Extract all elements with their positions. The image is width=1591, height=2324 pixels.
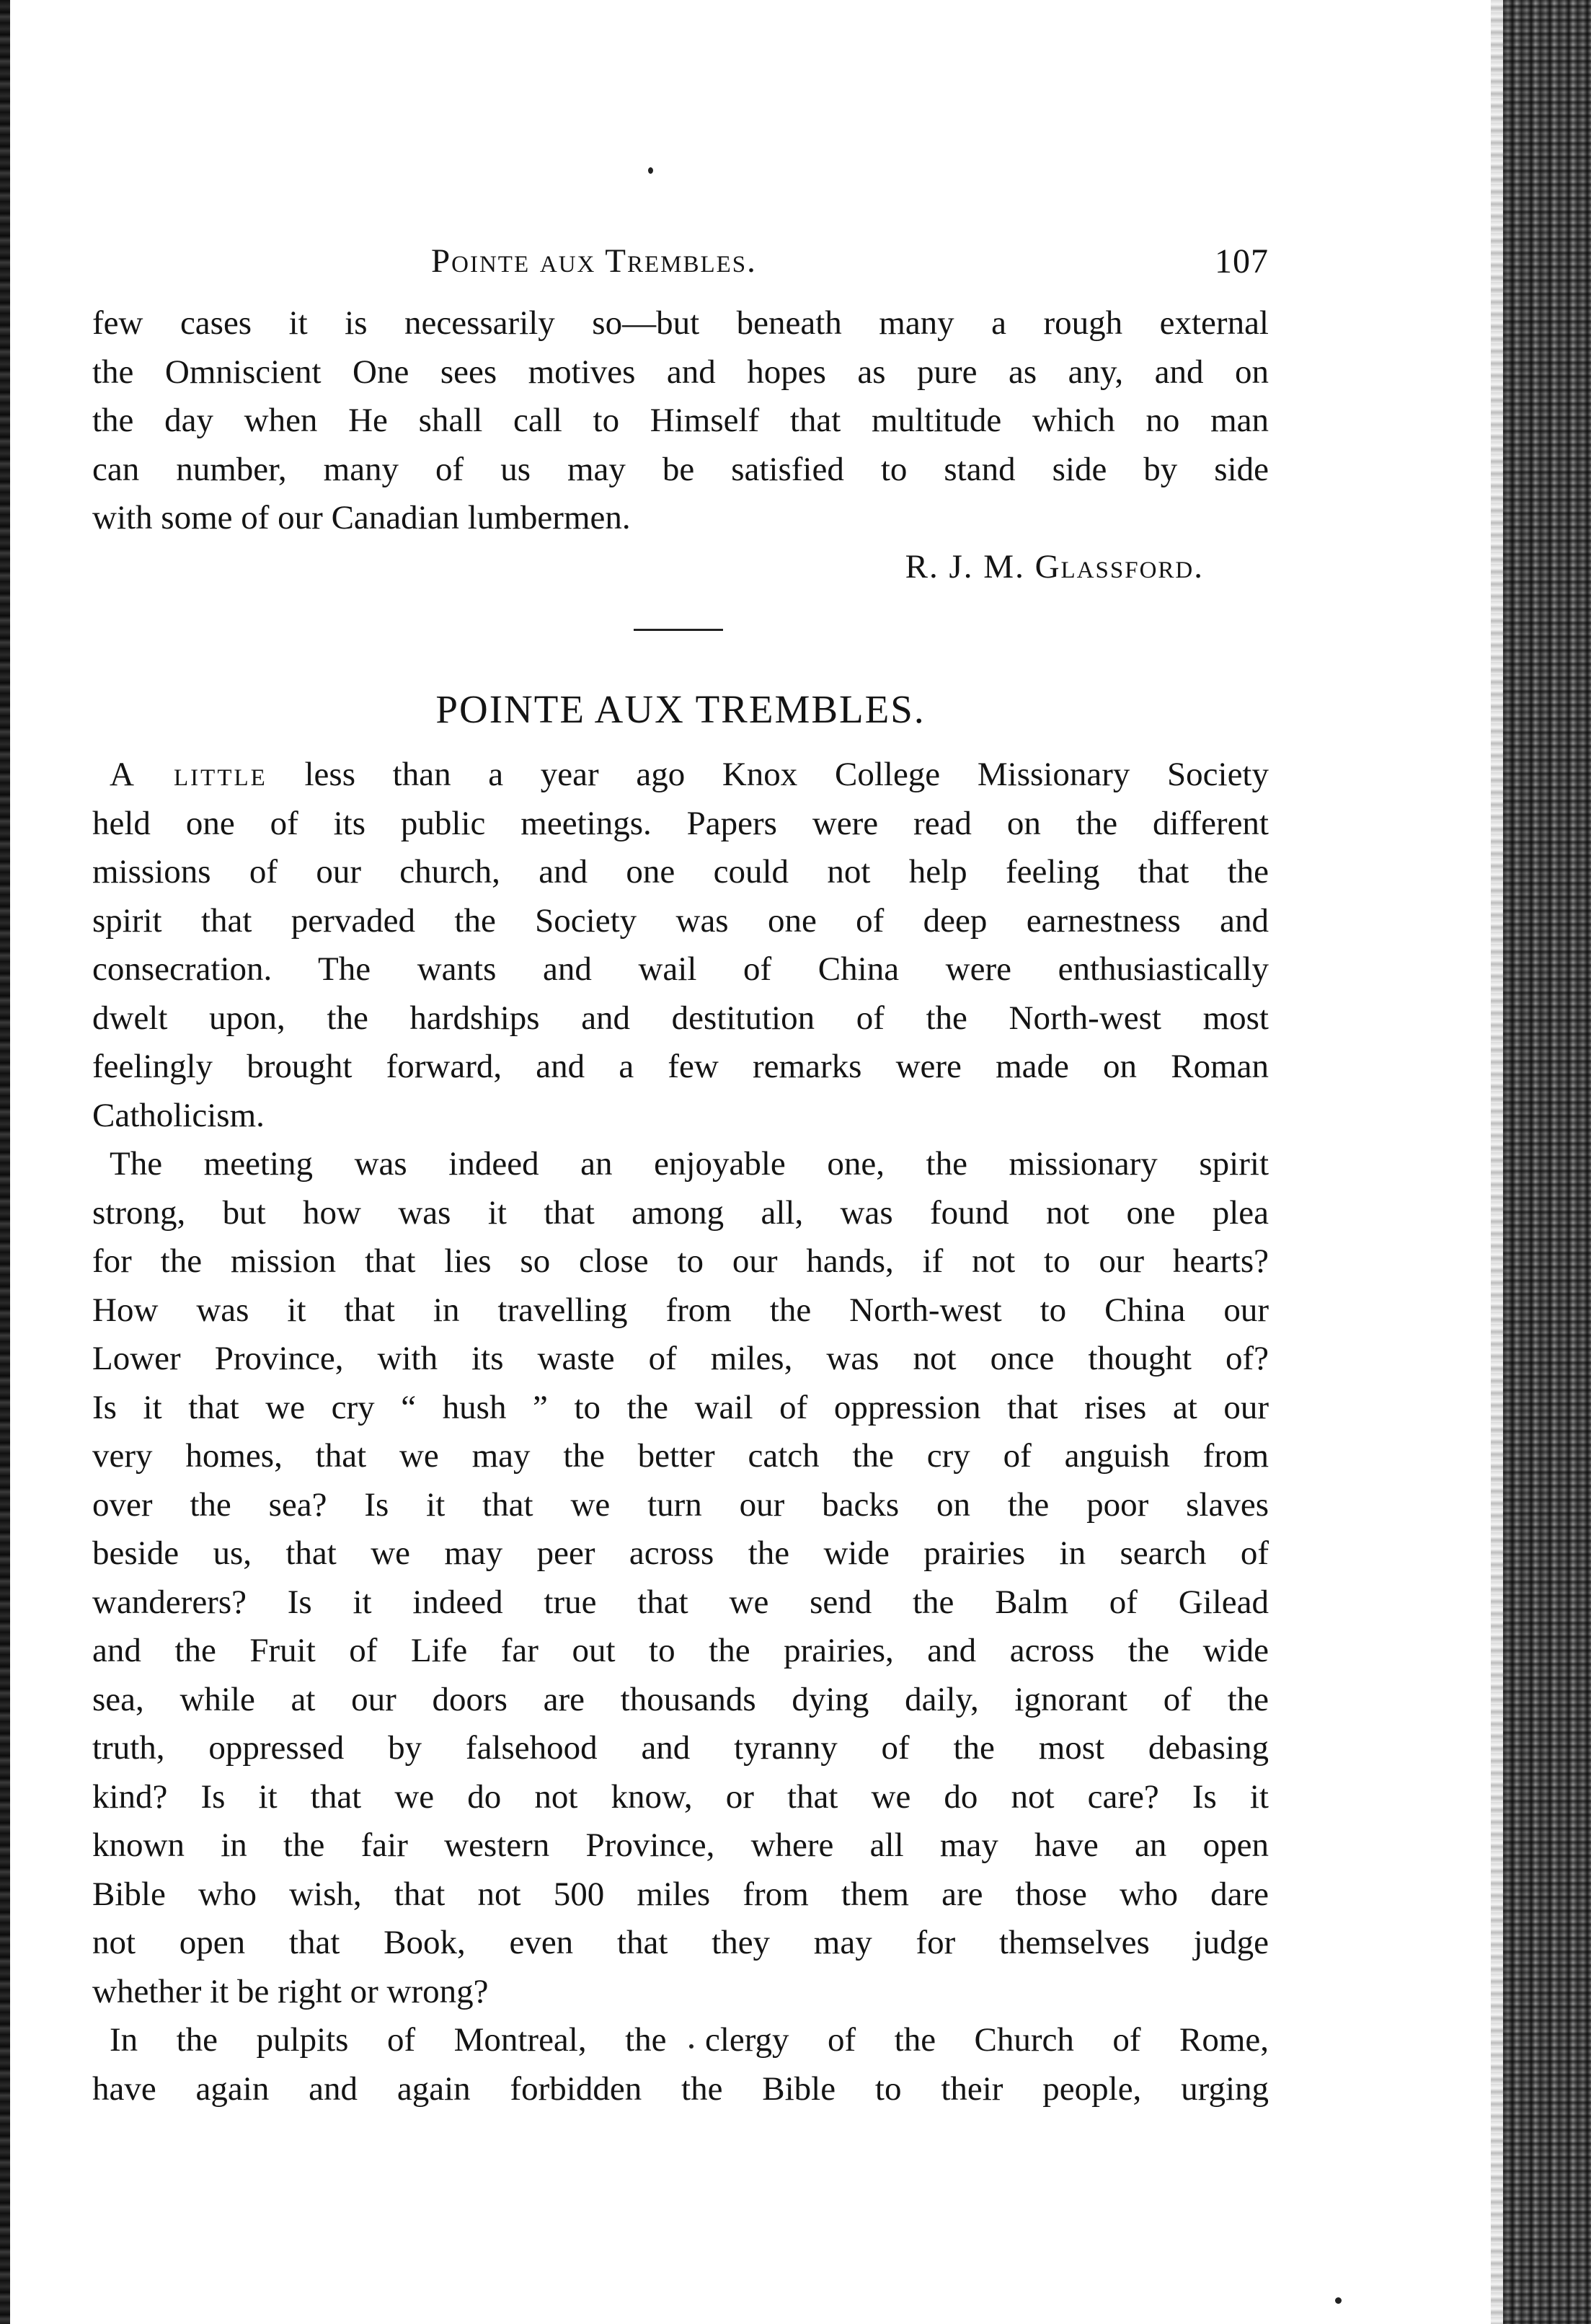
text-line: dwelt upon, the hardships and destitution of the North-west most — [92, 999, 1269, 1037]
opening-word: A little — [110, 756, 267, 793]
article-body — [92, 751, 1269, 2113]
scan-edge-right — [1503, 0, 1591, 2324]
text-line: wanderers? Is it indeed true that we send the Balm of Gilead — [92, 1583, 1269, 1621]
article-paragraph-1 — [92, 751, 1269, 1140]
running-head — [92, 242, 1269, 299]
text-line: Lower Province, with its waste of miles, was not once thought of? — [92, 1340, 1269, 1377]
text-line: Bible who wish, that not 500 miles from them are those who dare — [92, 1875, 1269, 1913]
text-line: not open that Book, even that they may for themselves judge — [92, 1924, 1269, 1961]
text-line: consecration. The wants and wail of China were enthusiastically — [92, 950, 1269, 988]
scan-edge-right-margin — [1491, 0, 1504, 2324]
text-line: In the pulpits of Montreal, the clergy of the Church of Rome, — [110, 2021, 1269, 2059]
text-line: feelingly brought forward, and a few remarks were made on Roman — [92, 1048, 1269, 1085]
text-line: the day when He shall call to Himself that multitude which no man — [92, 402, 1269, 439]
article-paragraph-2 — [92, 1140, 1269, 2016]
page-number: 107 — [1215, 242, 1269, 280]
text-line: held one of its public meetings. Papers were read on the different — [92, 804, 1269, 842]
article-paragraph-3 — [92, 2016, 1269, 2113]
article-title: POINTE AUX TREMBLES. — [435, 687, 926, 731]
text-line: spirit that pervaded the Society was one of deep earnestness and — [92, 901, 1269, 940]
text-line: with some of our Canadian lumbermen. — [92, 499, 631, 536]
author-signature: R. J. M. Glassford. — [905, 547, 1204, 586]
book-page — [92, 242, 1269, 2113]
running-title: Pointe aux Trembles. — [431, 242, 757, 280]
text-line: beside us, that we may peer across the wide prairies in search of — [92, 1534, 1269, 1572]
scan-speck — [648, 167, 653, 174]
text-line: truth, oppressed by falsehood and tyranny of the most debasing — [92, 1729, 1269, 1767]
text-line: strong, but how was it that among all, was found not one plea — [92, 1193, 1269, 1232]
text-line: over the sea? Is it that we turn our backs on the poor slaves — [92, 1485, 1269, 1524]
text-line: can number, many of us may be satisfied to stand side by side — [92, 450, 1269, 488]
text-line: Catholicism. — [92, 1096, 265, 1134]
text-line: How was it that in travelling from the North-west to China our — [92, 1291, 1269, 1329]
text-line: kind? Is it that we do not know, or that we do not care? Is it — [92, 1777, 1269, 1816]
text-line: Is it that we cry “ hush ” to the wail of oppression that rises at our — [92, 1388, 1269, 1426]
text-line: whether it be right or wrong? — [92, 1972, 489, 2010]
scan-speck — [1335, 2297, 1342, 2304]
previous-article-paragraph — [92, 299, 1269, 543]
text-line: sea, while at our doors are thousands dying daily, ignorant of the — [92, 1680, 1269, 1718]
previous-article-ending — [92, 299, 1269, 543]
text-line: have again and again forbidden the Bible to their people, urging — [92, 2069, 1269, 2108]
text-line: very homes, that we may the better catch the cry of anguish from — [92, 1437, 1269, 1475]
text-line: for the mission that lies so close to our hands, if not to our hearts? — [92, 1242, 1269, 1280]
section-divider — [634, 629, 723, 631]
scan-edge-left — [0, 0, 10, 2324]
text-line: known in the fair western Province, where all may have an open — [92, 1826, 1269, 1864]
text-line: few cases it is necessarily so—but beneath many a rough external — [92, 304, 1269, 342]
text-line: and the Fruit of Life far out to the prairies, and across the wide — [92, 1632, 1269, 1669]
text-line: missions of our church, and one could not help feeling that the — [92, 853, 1269, 891]
text-line-rest: less than a year ago Knox College Missionary Society — [267, 756, 1269, 793]
text-line: The meeting was indeed an enjoyable one, the missionary spirit — [110, 1145, 1269, 1183]
text-line — [92, 751, 1269, 800]
text-line: the Omniscient One sees motives and hopes as pure as any, and on — [92, 353, 1269, 391]
